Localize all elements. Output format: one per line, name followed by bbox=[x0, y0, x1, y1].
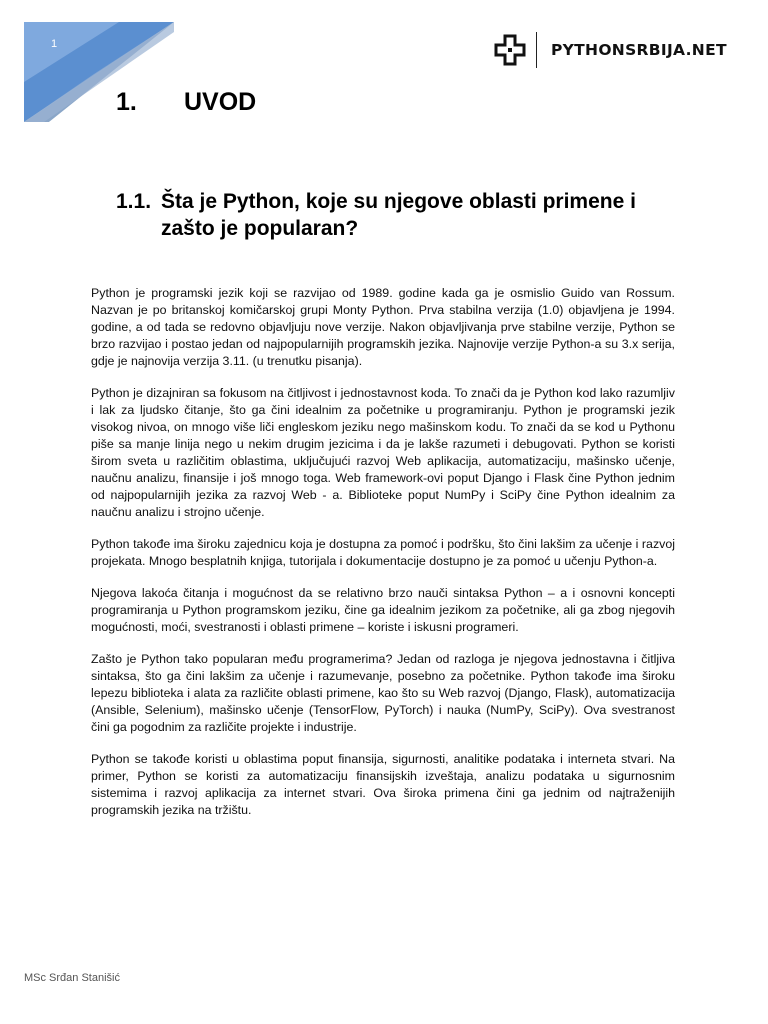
python-cross-icon bbox=[494, 34, 526, 66]
chapter-number: 1. bbox=[116, 88, 137, 116]
paragraph: Python je dizajniran sa fokusom na čitljivost i jednostavnost koda. To znači da je Python kod lako razumljiv i lak za ljudsko čitanje, što ga čini idealnim za početnike u programiranju. Python je programski jezik visokog nivoa, on mnogo više liči engleskom jeziku nego mašinskom kodu. To znači da se kod u Pythonu piše sa manje linija nego u nekim drugim jezicima i da je lakše razumeti i debugovati. Python se koristi širom sveta u različitim oblastima, uključujući razvoj Web aplikacija, automatizaciju, mašinsko učenje, naučnu analizu, finansije i još mnogo toga. Web framework-ovi poput Django i Flask čine Python jednim od najpopularnijih jezika za razvoj Web - a. Biblioteke poput NumPy i SciPy čine Python idealnim za naučnu analizu i strojno učenje. bbox=[91, 386, 675, 519]
paragraph: Njegova lakoća čitanja i mogućnost da se relativno brzo nauči sintaksa Python – a i osnovni koncepti programiranja u Python programskom jeziku, čine ga idealnim jezikom za početnike, ali ga zbog njegovih mogućnosti, moći, svestranosti i oblasti primene – koriste i iskusni programeri. bbox=[91, 586, 675, 634]
logo-text: PYTHONSRBIJA.NET bbox=[551, 41, 727, 59]
chapter-heading bbox=[116, 88, 256, 117]
paragraph: Python je programski jezik koji se razvijao od 1989. godine kada ga je osmislio Guido van Rossum. Nazvan je po britanskoj komičarskoj grupi Monty Python. Prva stabilna verzija (1.0) objavljena je 1994. godine, a od tada se redovno objavljuju nove verzije. Nakon objavljivanja prve stabilne verzije, Python se brzo razvijao i postao jedan od najpopularnijih programskih jezika. Najnovije verzije Python-a su 3.x serija, gdje je najnovija verzija 3.11. (u trenutku pisanja). bbox=[91, 286, 675, 368]
site-logo bbox=[494, 32, 727, 68]
paragraph: Python takođe ima široku zajednicu koja je dostupna za pomoć i podršku, što čini lakšim za učenje i razvoj projekata. Mnogo besplatnih knjiga, tutorijala i dokumentacije dostupno je za pomoć u učenju Python-a. bbox=[91, 537, 675, 568]
section-number: 1.1. bbox=[116, 190, 152, 213]
logo-divider bbox=[536, 32, 537, 68]
footer-author: MSc Srđan Stanišić bbox=[24, 972, 120, 984]
section-heading bbox=[116, 188, 686, 242]
page-number: 1 bbox=[51, 38, 58, 50]
paragraph: Python se takođe koristi u oblastima poput finansija, sigurnosti, analitike podataka i interneta stvari. Na primer, Python se koristi za automatizaciju finansijskih izveštaja, analizu podataka u sigurnosnim sistemima i razvoj aplikacija za internet stvari. Ova široka primena čini ga jednim od najtraženijih programskih jezika na tržištu. bbox=[91, 752, 675, 817]
chapter-title: UVOD bbox=[184, 88, 257, 116]
paragraph: Zašto je Python tako popularan među programerima? Jedan od razloga je njegova jednostavna i čitljiva sintaksa, što ga čini lakšim za učenje i razumevanje, posebno za početnike. Python takođe ima široku lepezu biblioteka i alata za različite oblasti primene, kao što su Web razvoj (Django, Flask), automatizacija (Ansible, Selenium), mašinsko učenje (TensorFlow, PyTorch) i nauka (NumPy, SciPy). Ova svestranost čini ga pogodnim za različite projekte i industrije. bbox=[91, 652, 675, 734]
body-text bbox=[91, 285, 675, 834]
section-title-line2: zašto je popularan? bbox=[161, 217, 359, 240]
section-title-line1: Šta je Python, koje su njegove oblasti primene i bbox=[161, 190, 636, 213]
